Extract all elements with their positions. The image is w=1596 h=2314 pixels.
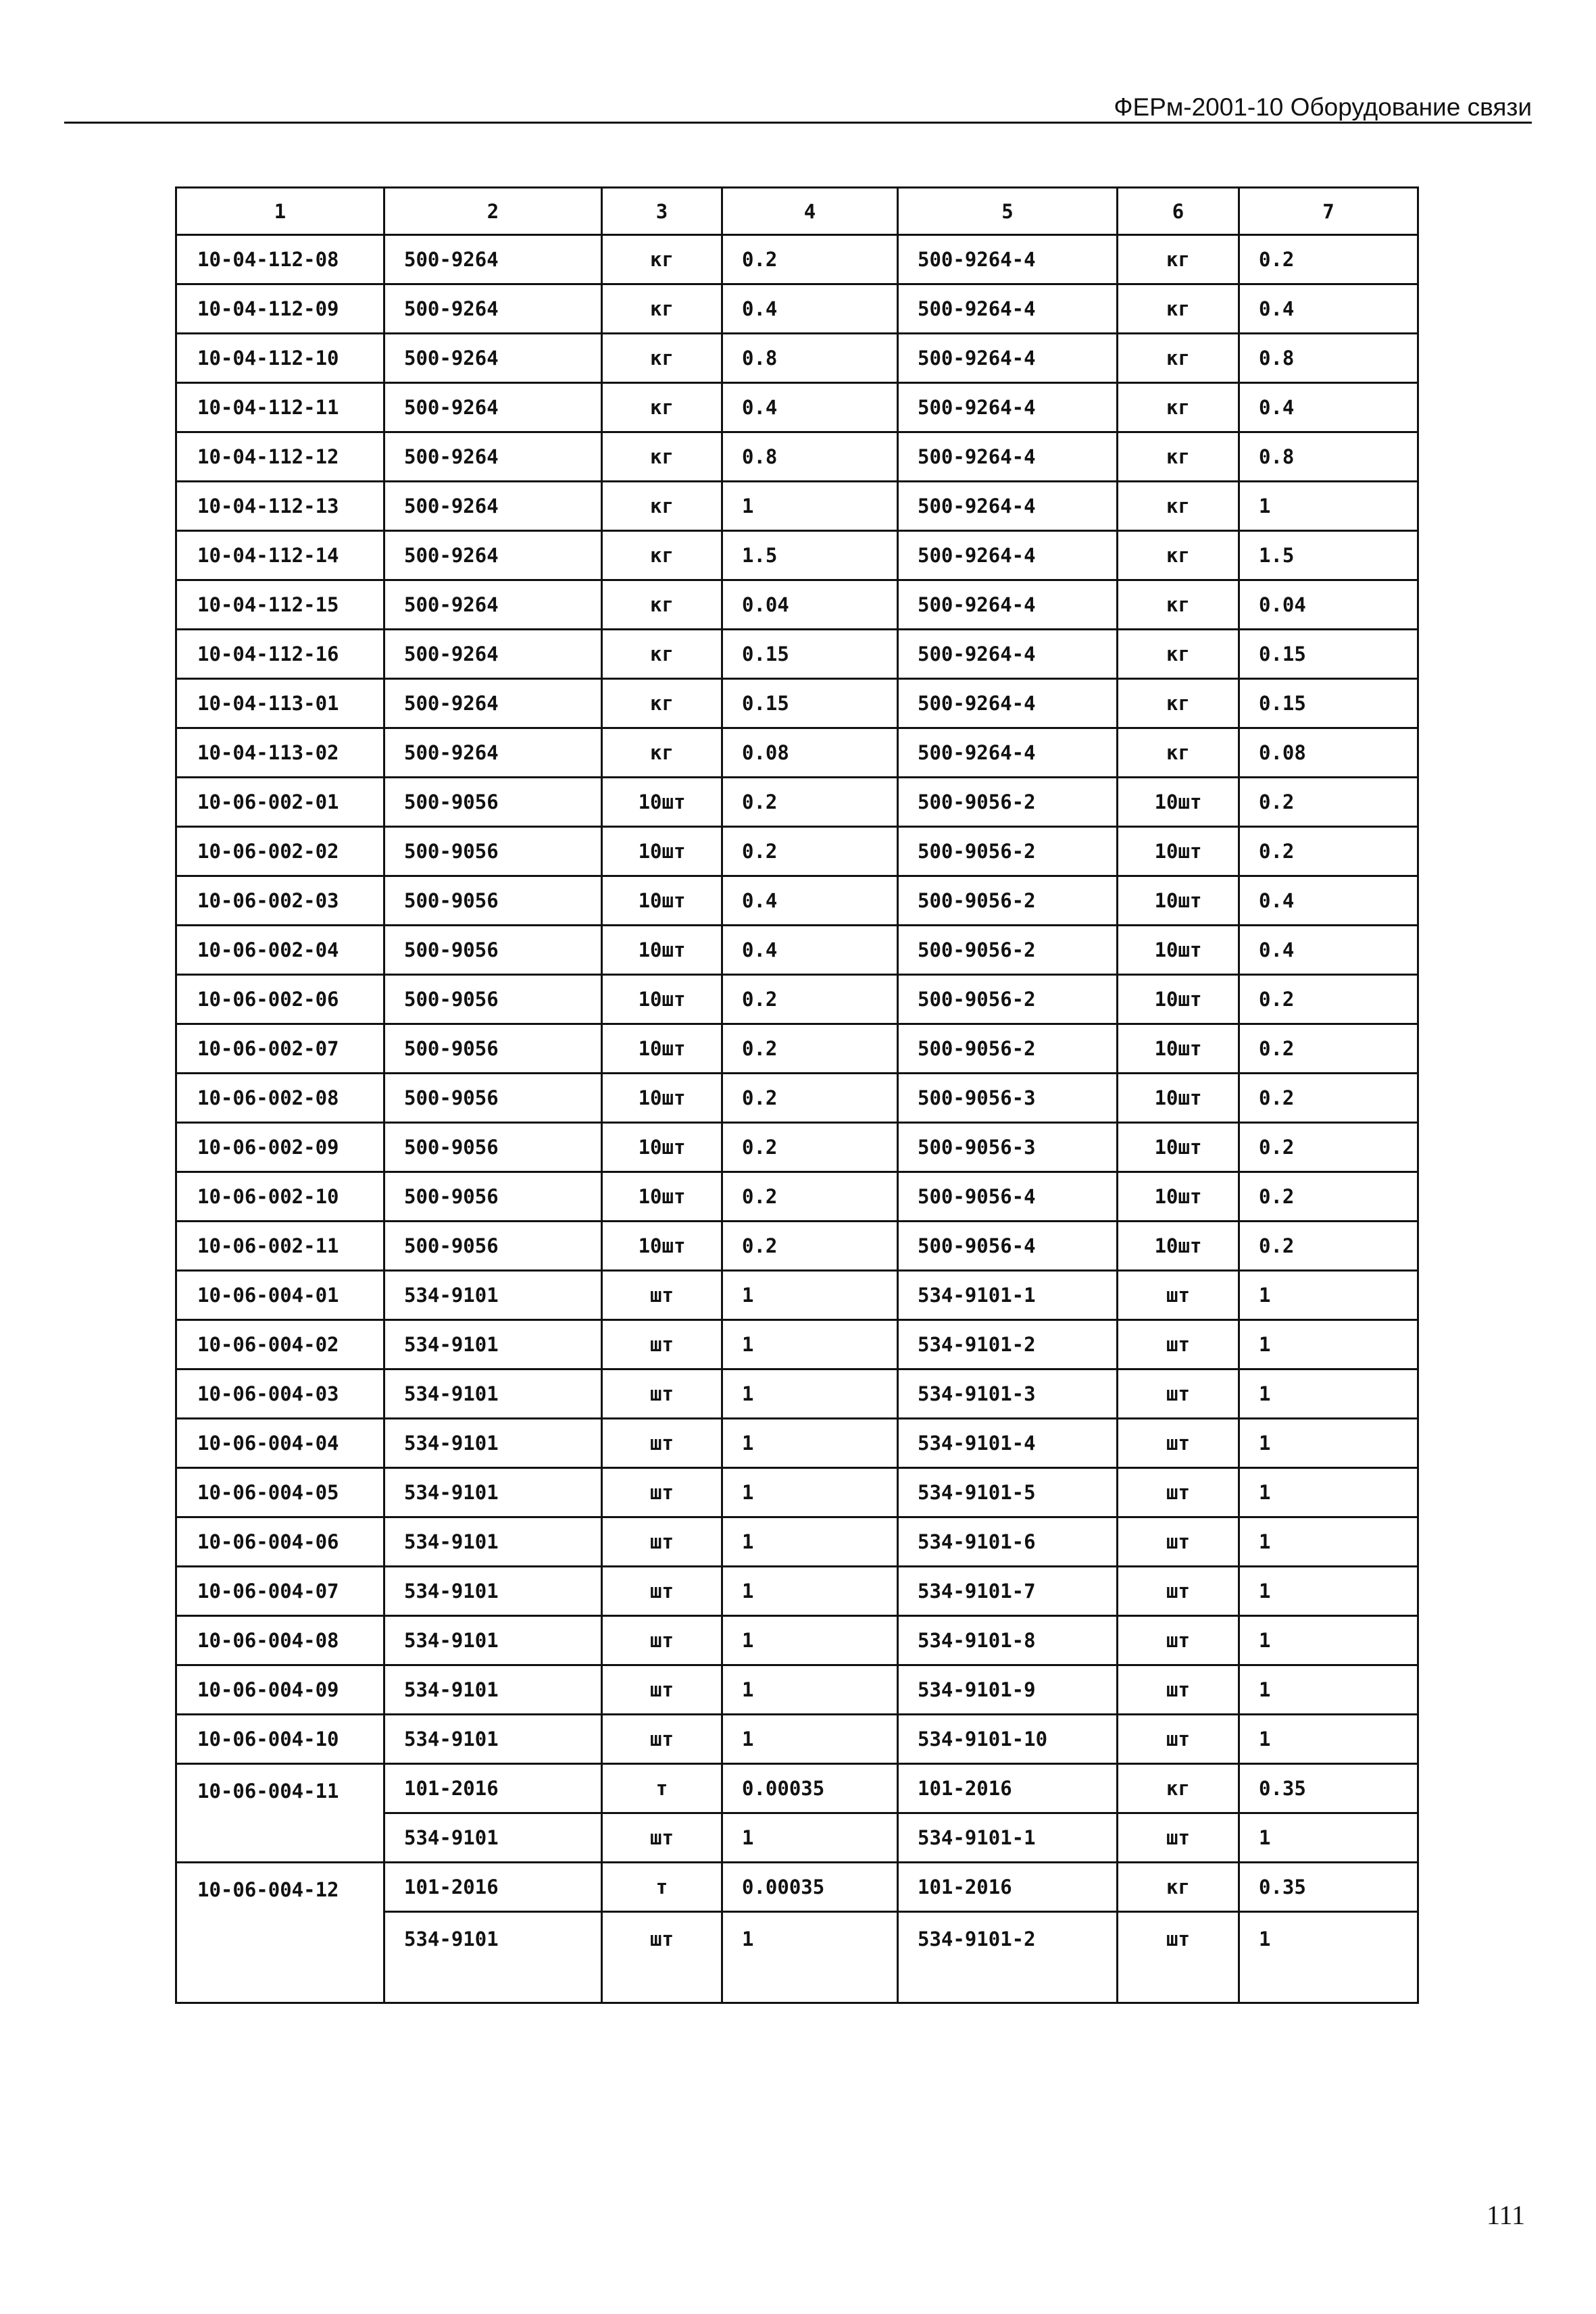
table-cell: 10шт bbox=[602, 778, 722, 827]
table-cell: 500-9264 bbox=[384, 383, 602, 432]
column-header: 5 bbox=[898, 188, 1118, 235]
table-cell: 101-2016 bbox=[384, 1764, 602, 1813]
table-cell: 534-9101 bbox=[384, 1271, 602, 1320]
table-cell: 1.5 bbox=[1239, 531, 1418, 580]
table-cell: 1.5 bbox=[722, 531, 898, 580]
column-header: 7 bbox=[1239, 188, 1418, 235]
table-cell: 1 bbox=[722, 1320, 898, 1369]
table-cell: 10-06-004-02 bbox=[176, 1320, 384, 1369]
table-cell: т bbox=[602, 1863, 722, 1912]
table-cell: 500-9264 bbox=[384, 284, 602, 334]
table-cell: 1 bbox=[722, 1912, 898, 2003]
table-cell: кг bbox=[602, 383, 722, 432]
table-row bbox=[176, 1616, 1418, 1665]
table-row bbox=[176, 1468, 1418, 1517]
table-cell-code: 10-06-004-11 bbox=[176, 1764, 384, 1863]
table-cell: 534-9101 bbox=[384, 1468, 602, 1517]
table-cell: 534-9101 bbox=[384, 1517, 602, 1567]
table-row bbox=[176, 383, 1418, 432]
table-cell: 500-9264 bbox=[384, 630, 602, 679]
table-cell: 0.4 bbox=[1239, 383, 1418, 432]
column-header: 2 bbox=[384, 188, 602, 235]
table-cell: шт bbox=[602, 1271, 722, 1320]
table-cell: кг bbox=[1118, 1863, 1239, 1912]
table-cell: 534-9101-3 bbox=[898, 1369, 1118, 1419]
table-cell: 1 bbox=[1239, 1616, 1418, 1665]
table-cell: 10шт bbox=[1118, 1172, 1239, 1222]
table-cell: 10-06-004-04 bbox=[176, 1419, 384, 1468]
table-row bbox=[176, 778, 1418, 827]
table-cell: 534-9101 bbox=[384, 1369, 602, 1419]
table-cell: 10шт bbox=[1118, 926, 1239, 975]
table-cell: 0.2 bbox=[722, 1074, 898, 1123]
table-cell: 500-9264 bbox=[384, 580, 602, 630]
table-cell: шт bbox=[1118, 1369, 1239, 1419]
table-row bbox=[176, 1863, 1418, 1912]
table-cell: кг bbox=[1118, 334, 1239, 383]
table-row bbox=[176, 531, 1418, 580]
table-cell: 534-9101 bbox=[384, 1567, 602, 1616]
table-cell: 10шт bbox=[1118, 1222, 1239, 1271]
table-cell: 0.15 bbox=[722, 630, 898, 679]
table-cell: 10-04-112-13 bbox=[176, 482, 384, 531]
table-cell: 10шт bbox=[602, 827, 722, 876]
table-cell: 10-06-002-06 bbox=[176, 975, 384, 1024]
table-cell: 0.2 bbox=[722, 1024, 898, 1074]
table-cell: 10-06-002-01 bbox=[176, 778, 384, 827]
table-cell: 1 bbox=[722, 482, 898, 531]
table-cell: 500-9264 bbox=[384, 728, 602, 778]
table-row bbox=[176, 1665, 1418, 1715]
table-cell: 0.4 bbox=[722, 383, 898, 432]
table-cell: 10шт bbox=[1118, 1024, 1239, 1074]
table-cell: т bbox=[602, 1764, 722, 1813]
table-cell: шт bbox=[1118, 1320, 1239, 1369]
table-cell: 0.15 bbox=[722, 679, 898, 728]
header-row bbox=[176, 188, 1418, 235]
table-row bbox=[176, 284, 1418, 334]
table-cell: кг bbox=[602, 531, 722, 580]
table-cell: шт bbox=[1118, 1616, 1239, 1665]
table-row bbox=[176, 827, 1418, 876]
table-cell: 10-04-112-10 bbox=[176, 334, 384, 383]
table-cell: 0.4 bbox=[722, 926, 898, 975]
table-row bbox=[176, 1172, 1418, 1222]
table-cell: шт bbox=[1118, 1517, 1239, 1567]
table-cell: 10-04-112-15 bbox=[176, 580, 384, 630]
page-number: 111 bbox=[1486, 2200, 1525, 2230]
table-cell: шт bbox=[1118, 1419, 1239, 1468]
column-header: 4 bbox=[722, 188, 898, 235]
table-row bbox=[176, 1369, 1418, 1419]
table-cell: 1 bbox=[1239, 1517, 1418, 1567]
table-cell: 0.2 bbox=[1239, 1123, 1418, 1172]
table-cell: 500-9264-4 bbox=[898, 482, 1118, 531]
table-cell: 500-9264-4 bbox=[898, 679, 1118, 728]
table-cell: 1 bbox=[1239, 1320, 1418, 1369]
table-cell: кг bbox=[1118, 728, 1239, 778]
table-cell: 1 bbox=[1239, 1369, 1418, 1419]
table-cell: 0.2 bbox=[722, 1123, 898, 1172]
norms-table-container bbox=[175, 186, 1417, 2004]
table-cell: 1 bbox=[1239, 1912, 1418, 2003]
table-row bbox=[176, 1074, 1418, 1123]
table-cell: 0.4 bbox=[1239, 926, 1418, 975]
table-cell: шт bbox=[1118, 1271, 1239, 1320]
table-cell: 500-9056-2 bbox=[898, 876, 1118, 926]
table-cell: шт bbox=[602, 1320, 722, 1369]
table-cell: 0.4 bbox=[1239, 876, 1418, 926]
table-row bbox=[176, 926, 1418, 975]
table-cell: 500-9056 bbox=[384, 1222, 602, 1271]
table-cell: 500-9264 bbox=[384, 432, 602, 482]
table-cell: кг bbox=[1118, 482, 1239, 531]
table-cell: 10-06-002-11 bbox=[176, 1222, 384, 1271]
table-cell: 1 bbox=[722, 1369, 898, 1419]
table-cell: 0.04 bbox=[722, 580, 898, 630]
table-cell: шт bbox=[602, 1616, 722, 1665]
table-cell: 1 bbox=[722, 1468, 898, 1517]
table-cell: 1 bbox=[722, 1715, 898, 1764]
page-header-title: ФЕРм-2001-10 Оборудование связи bbox=[1114, 93, 1532, 121]
table-cell: 10-04-112-12 bbox=[176, 432, 384, 482]
table-cell: 534-9101 bbox=[384, 1616, 602, 1665]
table-row bbox=[176, 1764, 1418, 1813]
table-cell: 500-9264 bbox=[384, 679, 602, 728]
table-cell: 10-06-002-09 bbox=[176, 1123, 384, 1172]
table-cell: 500-9056 bbox=[384, 827, 602, 876]
table-cell: шт bbox=[1118, 1567, 1239, 1616]
table-cell: 500-9056-4 bbox=[898, 1222, 1118, 1271]
table-row bbox=[176, 1123, 1418, 1172]
table-cell: 10шт bbox=[1118, 778, 1239, 827]
table-cell: 500-9056 bbox=[384, 1024, 602, 1074]
table-cell: 0.2 bbox=[722, 975, 898, 1024]
table-cell: 10-06-004-06 bbox=[176, 1517, 384, 1567]
table-cell: 1 bbox=[1239, 1715, 1418, 1764]
table-cell: шт bbox=[602, 1369, 722, 1419]
table-cell: 101-2016 bbox=[384, 1863, 602, 1912]
table-cell: 10шт bbox=[1118, 1123, 1239, 1172]
table-cell: 0.4 bbox=[1239, 284, 1418, 334]
table-cell: 10шт bbox=[1118, 1074, 1239, 1123]
table-cell: 10-06-002-08 bbox=[176, 1074, 384, 1123]
table-cell: 10шт bbox=[602, 876, 722, 926]
table-cell: 534-9101 bbox=[384, 1320, 602, 1369]
table-cell: 500-9264-4 bbox=[898, 284, 1118, 334]
table-cell: 10-06-004-07 bbox=[176, 1567, 384, 1616]
table-cell: 500-9056-2 bbox=[898, 975, 1118, 1024]
table-cell: 500-9056 bbox=[384, 1074, 602, 1123]
table-cell: 500-9264 bbox=[384, 334, 602, 383]
table-cell: 10шт bbox=[602, 926, 722, 975]
table-cell: 0.2 bbox=[722, 1222, 898, 1271]
table-cell: 0.2 bbox=[1239, 1074, 1418, 1123]
norms-table bbox=[175, 186, 1419, 2004]
table-cell: 0.35 bbox=[1239, 1863, 1418, 1912]
table-cell: 1 bbox=[722, 1665, 898, 1715]
table-body bbox=[176, 235, 1418, 2003]
table-row bbox=[176, 679, 1418, 728]
table-cell: 0.8 bbox=[1239, 432, 1418, 482]
table-cell: 500-9056 bbox=[384, 1123, 602, 1172]
table-cell: 10шт bbox=[602, 1074, 722, 1123]
table-cell: шт bbox=[602, 1912, 722, 2003]
table-cell: 0.2 bbox=[722, 778, 898, 827]
table-cell: 534-9101-4 bbox=[898, 1419, 1118, 1468]
column-header: 1 bbox=[176, 188, 384, 235]
table-cell: 10-04-112-11 bbox=[176, 383, 384, 432]
table-cell: 500-9264-4 bbox=[898, 334, 1118, 383]
table-cell: 10-04-112-16 bbox=[176, 630, 384, 679]
table-cell: 10шт bbox=[1118, 876, 1239, 926]
table-cell: 0.4 bbox=[722, 284, 898, 334]
table-cell: кг bbox=[602, 580, 722, 630]
table-cell: кг bbox=[602, 728, 722, 778]
table-cell: 10-04-113-01 bbox=[176, 679, 384, 728]
table-cell: 500-9264-4 bbox=[898, 580, 1118, 630]
column-header: 3 bbox=[602, 188, 722, 235]
table-cell: кг bbox=[602, 630, 722, 679]
table-cell: 0.4 bbox=[722, 876, 898, 926]
table-cell: 1 bbox=[722, 1567, 898, 1616]
table-cell: 500-9264-4 bbox=[898, 432, 1118, 482]
table-cell: 0.2 bbox=[1239, 827, 1418, 876]
table-header bbox=[176, 188, 1418, 235]
table-cell: кг bbox=[602, 334, 722, 383]
table-cell: 500-9056 bbox=[384, 926, 602, 975]
table-cell: 10-06-002-02 bbox=[176, 827, 384, 876]
table-cell: 10-06-002-07 bbox=[176, 1024, 384, 1074]
table-cell: 0.2 bbox=[1239, 1172, 1418, 1222]
table-cell: шт bbox=[1118, 1912, 1239, 2003]
table-cell: 500-9056-3 bbox=[898, 1074, 1118, 1123]
table-row bbox=[176, 1517, 1418, 1567]
table-cell: 500-9056 bbox=[384, 975, 602, 1024]
table-cell: шт bbox=[1118, 1715, 1239, 1764]
table-cell: 1 bbox=[1239, 1271, 1418, 1320]
table-cell: кг bbox=[602, 235, 722, 284]
table-cell: 500-9056 bbox=[384, 1172, 602, 1222]
table-cell: 10-06-004-03 bbox=[176, 1369, 384, 1419]
table-cell: 534-9101-8 bbox=[898, 1616, 1118, 1665]
table-cell: 0.2 bbox=[1239, 778, 1418, 827]
table-cell: 1 bbox=[1239, 1468, 1418, 1517]
table-cell: 1 bbox=[722, 1419, 898, 1468]
table-row bbox=[176, 1271, 1418, 1320]
table-row bbox=[176, 1024, 1418, 1074]
table-cell: 10-06-004-08 bbox=[176, 1616, 384, 1665]
table-cell: 0.2 bbox=[722, 827, 898, 876]
table-cell: 500-9264-4 bbox=[898, 235, 1118, 284]
table-cell: 0.2 bbox=[1239, 235, 1418, 284]
table-cell: 10-06-004-09 bbox=[176, 1665, 384, 1715]
table-cell: 0.2 bbox=[722, 1172, 898, 1222]
table-cell: 0.15 bbox=[1239, 679, 1418, 728]
table-cell: 10-04-112-09 bbox=[176, 284, 384, 334]
table-cell: 500-9056-2 bbox=[898, 827, 1118, 876]
table-cell: 500-9056-2 bbox=[898, 778, 1118, 827]
table-cell: кг bbox=[1118, 580, 1239, 630]
table-cell: кг bbox=[1118, 235, 1239, 284]
table-cell: кг bbox=[1118, 630, 1239, 679]
table-cell: 500-9056-2 bbox=[898, 1024, 1118, 1074]
table-cell: 1 bbox=[722, 1271, 898, 1320]
table-cell: 500-9264 bbox=[384, 531, 602, 580]
table-cell: кг bbox=[602, 482, 722, 531]
table-cell: 500-9264 bbox=[384, 482, 602, 531]
table-row bbox=[176, 1222, 1418, 1271]
table-cell: кг bbox=[1118, 284, 1239, 334]
table-cell: 1 bbox=[1239, 1567, 1418, 1616]
table-cell: шт bbox=[602, 1665, 722, 1715]
table-cell: 534-9101-5 bbox=[898, 1468, 1118, 1517]
table-cell: 500-9264-4 bbox=[898, 531, 1118, 580]
table-cell: 534-9101 bbox=[384, 1665, 602, 1715]
table-cell: шт bbox=[602, 1567, 722, 1616]
table-cell: 10-04-113-02 bbox=[176, 728, 384, 778]
table-row bbox=[176, 630, 1418, 679]
table-cell: шт bbox=[602, 1517, 722, 1567]
table-cell: 10-04-112-14 bbox=[176, 531, 384, 580]
table-cell: кг bbox=[602, 432, 722, 482]
table-cell: шт bbox=[602, 1468, 722, 1517]
table-cell: кг bbox=[1118, 531, 1239, 580]
table-cell: 500-9264-4 bbox=[898, 630, 1118, 679]
table-cell: 1 bbox=[1239, 1419, 1418, 1468]
table-cell: 1 bbox=[1239, 482, 1418, 531]
table-row bbox=[176, 876, 1418, 926]
table-row bbox=[176, 580, 1418, 630]
table-cell: шт bbox=[1118, 1468, 1239, 1517]
column-header: 6 bbox=[1118, 188, 1239, 235]
header-rule bbox=[64, 122, 1532, 124]
table-cell: 0.08 bbox=[1239, 728, 1418, 778]
table-cell: 0.15 bbox=[1239, 630, 1418, 679]
table-row bbox=[176, 334, 1418, 383]
table-row bbox=[176, 1320, 1418, 1369]
table-cell: 500-9056-4 bbox=[898, 1172, 1118, 1222]
table-cell: кг bbox=[1118, 1764, 1239, 1813]
table-row bbox=[176, 1419, 1418, 1468]
table-cell: кг bbox=[602, 679, 722, 728]
table-cell: кг bbox=[1118, 383, 1239, 432]
table-cell: 0.8 bbox=[722, 334, 898, 383]
table-row bbox=[176, 1715, 1418, 1764]
table-cell: 101-2016 bbox=[898, 1863, 1118, 1912]
table-cell: 10-06-004-10 bbox=[176, 1715, 384, 1764]
table-cell: 534-9101-2 bbox=[898, 1320, 1118, 1369]
table-cell: 0.00035 bbox=[722, 1863, 898, 1912]
table-cell: 534-9101 bbox=[384, 1813, 602, 1863]
table-cell: 1 bbox=[722, 1813, 898, 1863]
table-cell: шт bbox=[1118, 1665, 1239, 1715]
table-cell: 500-9056 bbox=[384, 876, 602, 926]
table-cell: 0.00035 bbox=[722, 1764, 898, 1813]
table-row bbox=[176, 235, 1418, 284]
table-cell: 0.2 bbox=[1239, 1222, 1418, 1271]
table-cell: 1 bbox=[1239, 1813, 1418, 1863]
table-cell-code: 10-06-004-12 bbox=[176, 1863, 384, 2003]
table-row bbox=[176, 975, 1418, 1024]
table-cell: 534-9101 bbox=[384, 1912, 602, 2003]
table-cell: 10шт bbox=[602, 1172, 722, 1222]
table-cell: 500-9264 bbox=[384, 235, 602, 284]
table-cell: 10-06-002-10 bbox=[176, 1172, 384, 1222]
table-cell: 0.8 bbox=[1239, 334, 1418, 383]
table-row bbox=[176, 432, 1418, 482]
table-cell: 10шт bbox=[1118, 827, 1239, 876]
table-cell: 0.8 bbox=[722, 432, 898, 482]
table-cell: 101-2016 bbox=[898, 1764, 1118, 1813]
table-cell: 10-06-004-05 bbox=[176, 1468, 384, 1517]
table-cell: 0.08 bbox=[722, 728, 898, 778]
table-cell: 500-9264-4 bbox=[898, 383, 1118, 432]
table-cell: 534-9101-7 bbox=[898, 1567, 1118, 1616]
table-cell: 10шт bbox=[602, 975, 722, 1024]
table-cell: 1 bbox=[722, 1616, 898, 1665]
table-cell: 500-9264-4 bbox=[898, 728, 1118, 778]
table-cell: шт bbox=[1118, 1813, 1239, 1863]
table-cell: 0.2 bbox=[1239, 1024, 1418, 1074]
table-cell: 10шт bbox=[602, 1222, 722, 1271]
table-cell: 10-06-002-04 bbox=[176, 926, 384, 975]
table-row bbox=[176, 1567, 1418, 1616]
table-cell: 534-9101-2 bbox=[898, 1912, 1118, 2003]
table-cell: 500-9056 bbox=[384, 778, 602, 827]
table-cell: 534-9101-1 bbox=[898, 1813, 1118, 1863]
table-row bbox=[176, 482, 1418, 531]
table-cell: 10шт bbox=[602, 1123, 722, 1172]
table-cell: кг bbox=[1118, 432, 1239, 482]
table-cell: 0.2 bbox=[1239, 975, 1418, 1024]
table-cell: 0.2 bbox=[722, 235, 898, 284]
table-row bbox=[176, 728, 1418, 778]
table-cell: 534-9101-6 bbox=[898, 1517, 1118, 1567]
table-cell: 534-9101-10 bbox=[898, 1715, 1118, 1764]
table-cell: 10-06-004-01 bbox=[176, 1271, 384, 1320]
table-cell: 1 bbox=[1239, 1665, 1418, 1715]
table-cell: 534-9101 bbox=[384, 1419, 602, 1468]
table-cell: 534-9101 bbox=[384, 1715, 602, 1764]
table-cell: 0.04 bbox=[1239, 580, 1418, 630]
table-cell: 500-9056-2 bbox=[898, 926, 1118, 975]
table-cell: 1 bbox=[722, 1517, 898, 1567]
table-cell: 10-06-002-03 bbox=[176, 876, 384, 926]
table-cell: 534-9101-1 bbox=[898, 1271, 1118, 1320]
table-cell: 534-9101-9 bbox=[898, 1665, 1118, 1715]
table-cell: 500-9056-3 bbox=[898, 1123, 1118, 1172]
table-cell: 10шт bbox=[602, 1024, 722, 1074]
table-cell: кг bbox=[602, 284, 722, 334]
table-cell: 10шт bbox=[1118, 975, 1239, 1024]
table-cell: шт bbox=[602, 1715, 722, 1764]
table-cell: 0.35 bbox=[1239, 1764, 1418, 1813]
table-cell: шт bbox=[602, 1813, 722, 1863]
table-cell: 10-04-112-08 bbox=[176, 235, 384, 284]
table-cell: шт bbox=[602, 1419, 722, 1468]
table-cell: кг bbox=[1118, 679, 1239, 728]
